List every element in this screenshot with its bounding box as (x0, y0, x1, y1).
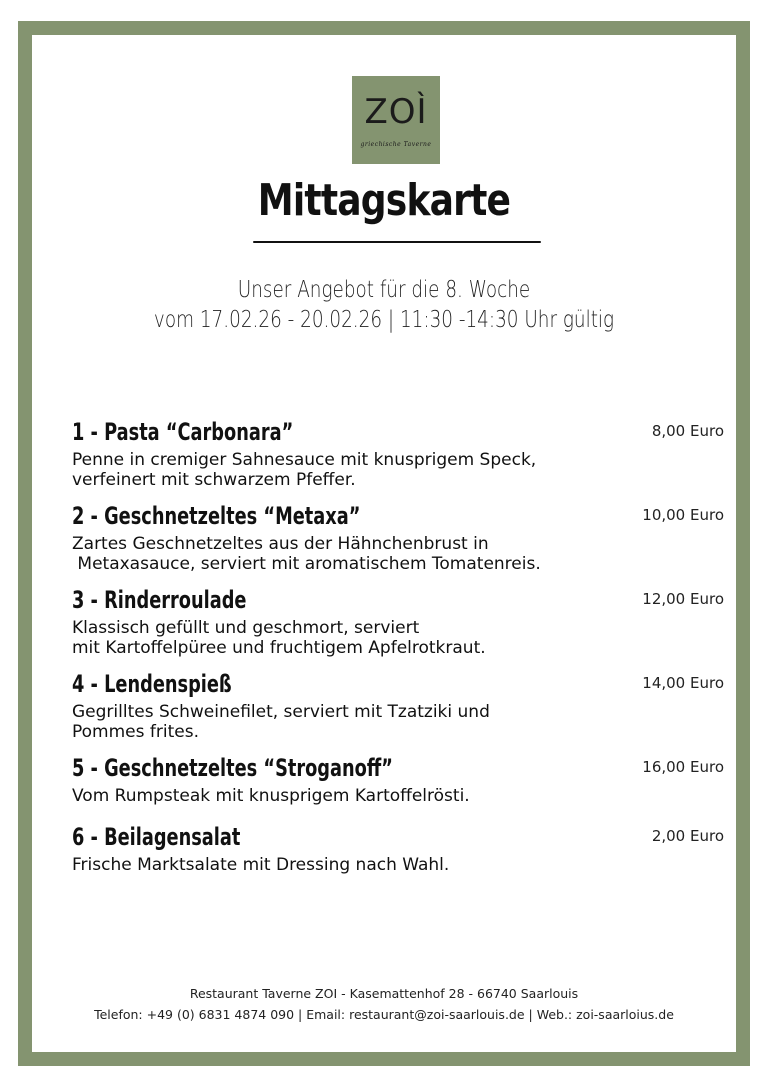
menu-item-description (72, 786, 632, 806)
description-line: Frische Marktsalate mit Dressing nach Wahl. (72, 855, 450, 875)
logo-tagline: griechische Taverne (360, 141, 432, 148)
menu-item-name: 4 - Lendenspieß (72, 670, 232, 698)
footer-address: Restaurant Taverne ZOI - Kasemattenhof 28 - 66740 Saarlouis (189, 986, 579, 1001)
description-line: Penne in cremiger Sahnesauce mit knusprigem Speck, (72, 450, 537, 470)
menu-item-description (72, 534, 632, 574)
menu-item-price: 10,00 Euro (642, 506, 724, 524)
menu-sheet (32, 35, 736, 1052)
description-line: Zartes Geschnetzeltes aus der Hähnchenbrust in (72, 534, 489, 554)
footer-contact: Telefon: +49 (0) 6831 4874 090 | Email: restaurant@zoi-saarlouis.de | Web.: zoi-saarloius.de (94, 1007, 674, 1022)
menu-item-name: 5 - Geschnetzeltes “Stroganoff” (72, 754, 393, 782)
menu-item-description (72, 702, 632, 742)
restaurant-logo (352, 76, 440, 164)
menu-item-price: 2,00 Euro (651, 827, 724, 845)
description-line: Vom Rumpsteak mit knusprigem Kartoffelrösti. (72, 786, 470, 806)
menu-item-name: 1 - Pasta “Carbonara” (72, 418, 294, 446)
description-line: mit Kartoffelpüree und fruchtigem Apfelrotkraut. (72, 638, 486, 658)
description-line: Metaxasauce, serviert mit aromatischem Tomatenreis. (72, 554, 541, 574)
week-line: Unser Angebot für die 8. Woche (237, 277, 531, 303)
menu-item-price: 14,00 Euro (642, 674, 724, 692)
page-border (18, 21, 750, 1066)
menu-item-description (72, 618, 632, 658)
validity-line: vom 17.02.26 - 20.02.26 | 11:30 -14:30 Uhr gültig (153, 307, 615, 333)
title-underline (253, 241, 541, 243)
menu-item-name: 6 - Beilagensalat (72, 823, 241, 851)
menu-item-price: 12,00 Euro (642, 590, 724, 608)
description-line: Pommes frites. (72, 722, 199, 742)
menu-item-name: 2 - Geschnetzeltes “Metaxa” (72, 502, 361, 530)
menu-item-description (72, 450, 632, 490)
menu-item-price: 16,00 Euro (642, 758, 724, 776)
menu-item-price: 8,00 Euro (651, 422, 724, 440)
description-line: Gegrilltes Schweinefilet, serviert mit Tzatziki und (72, 702, 490, 722)
description-line: verfeinert mit schwarzem Pfeffer. (72, 470, 356, 490)
description-line: Klassisch gefüllt und geschmort, serviert (72, 618, 420, 638)
menu-item-name: 3 - Rinderroulade (72, 586, 247, 614)
page-title: Mittagskarte (257, 175, 511, 226)
logo-wordmark: ZOÌ (364, 92, 428, 132)
menu-item-description (72, 855, 632, 875)
